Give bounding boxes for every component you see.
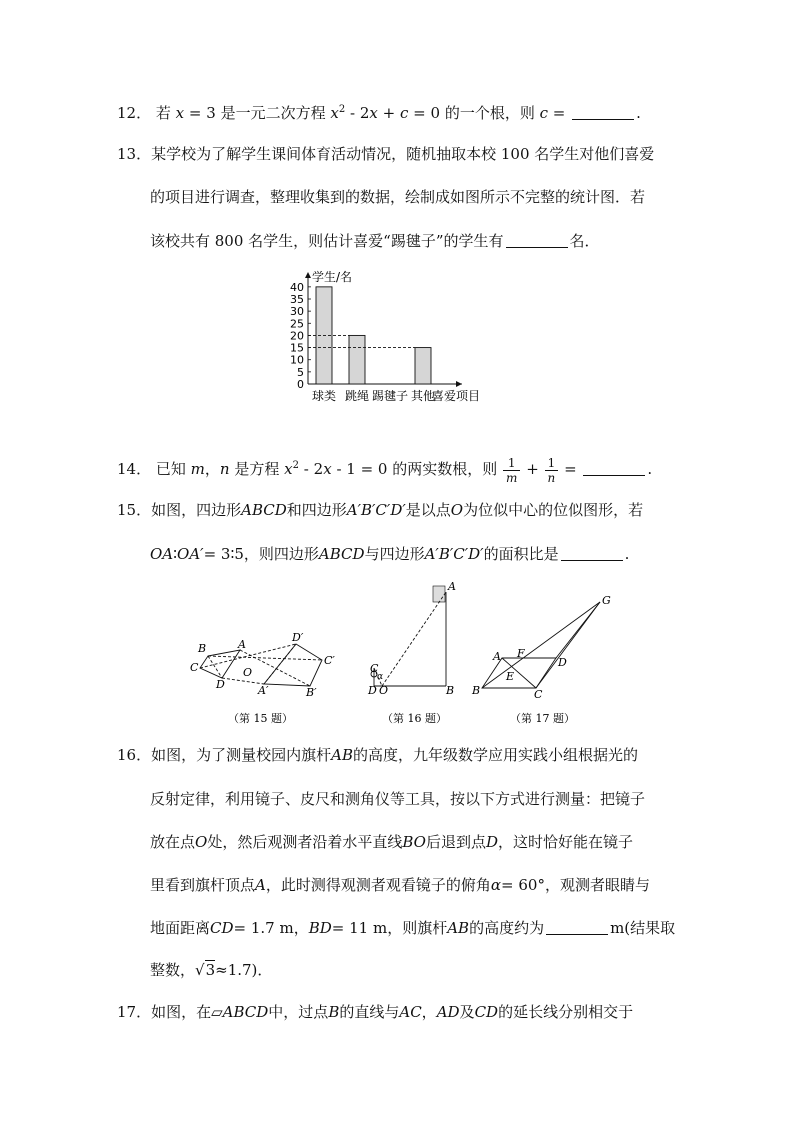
y-tick-label: 15 (290, 341, 304, 355)
answer-blank (506, 232, 568, 248)
chart-layer (290, 269, 480, 403)
answer-blank (583, 460, 645, 476)
y-axis-arrow (305, 272, 311, 278)
label-c: C (534, 688, 543, 701)
y-tick-label: 30 (290, 305, 304, 319)
q15-number: 15． (117, 501, 152, 519)
category-label: 跳绳 (344, 389, 370, 403)
q16-number: 16． (117, 746, 152, 764)
figure-17 (470, 590, 620, 728)
y-axis-title: 学生/名 (312, 270, 353, 284)
q16-line-1: 16．如图，为了测量校园内旗杆AB的高度，九年级数学应用实践小组根据光的 (117, 746, 638, 764)
parallelogram-symbol: ▱ (211, 1003, 223, 1021)
category-label: 球类 (311, 389, 337, 403)
q13-number: 13． (117, 145, 152, 163)
q12-number: 12． (117, 104, 152, 122)
sqrt-symbol: √ (195, 961, 205, 979)
label-b: B (198, 642, 207, 655)
label-e: E (506, 670, 515, 683)
q17-number: 17． (117, 1003, 152, 1021)
label-a: A (493, 650, 501, 663)
quad-abcd-prime (264, 644, 322, 686)
label-f: F (517, 647, 525, 660)
answer-blank (546, 919, 608, 935)
label-d-prime: D′ (292, 631, 304, 644)
q13-line-1: 13．某学校为了解学生课间体育活动情况，随机抽取本校 100 名学生对他们喜爱 (117, 145, 655, 163)
q16-line-5: 地面距离CD= 1.7 m，BD= 11 m，则旗杆AB的高度约为 m(结果取 (150, 919, 676, 937)
label-o: O (379, 684, 389, 697)
caption-15: （第 15 题） (228, 712, 293, 725)
y-tick-label: 25 (290, 317, 304, 331)
x-axis-arrow (456, 381, 462, 387)
caption-17: （第 17 题） (510, 712, 575, 725)
flag-icon (433, 586, 445, 602)
q13-line-2: 的项目进行调查，整理收集到的数据，绘制成如图所示不完整的统计图．若 (150, 188, 646, 206)
q13-line-3: 该校共有 800 名学生，则估计喜爱“踢毽子”的学生有 名． (150, 232, 600, 250)
label-c: C (190, 661, 199, 674)
y-tick-label: 40 (290, 280, 304, 294)
label-a: A (238, 638, 246, 651)
label-b: B (446, 684, 455, 697)
q16-line-6: 整数，√3≈1.7)． (150, 961, 273, 979)
label-a-prime: A′ (258, 684, 269, 697)
x-axis-title: 喜爱项目 (432, 389, 481, 403)
cd-extension (536, 602, 600, 688)
category-label: 踢毽子 (371, 389, 409, 403)
label-o: O (243, 666, 253, 679)
q17-line-1: 17．如图，在▱ABCD中，过点B的直线与AC，AD及CD的延长线分别相交于 (117, 1003, 634, 1021)
answer-blank (561, 545, 623, 561)
label-c-prime: C′ (324, 654, 335, 667)
q16-line-3: 放在点O处，然后观测者沿着水平直线BO后退到点D，这时恰好能在镜子 (150, 833, 634, 851)
figure-16 (360, 578, 470, 728)
q14-line: 14． 已知 m，n 是方程 $x^2 - 2x - 1 = 0$ 的两实数根，则 $\frac{1}{m}$ + $\frac{1}{n}$ = . (117, 455, 653, 485)
label-alpha: α (377, 672, 384, 682)
label-g: G (602, 594, 611, 607)
fraction-1-over-n: $\frac{1}{n}$ (545, 456, 559, 485)
figure-15 (180, 628, 360, 728)
label-d: D (558, 656, 567, 669)
y-tick-label: 0 (297, 378, 304, 391)
bar-chart (280, 268, 520, 410)
label-b: B (472, 684, 481, 697)
y-tick-label: 5 (297, 365, 304, 379)
q16-line-2: 反射定律，利用镜子、皮尺和测角仪等工具，按以下方式进行测量：把镜子 (150, 790, 646, 808)
q14-number: 14． (117, 460, 152, 478)
label-b-prime: B′ (306, 686, 317, 699)
q15-line-1: 15．如图，四边形ABCD和四边形A′B′C′D′是以点O为位似中心的位似图形，若 (117, 501, 644, 519)
answer-blank (572, 104, 634, 120)
q12-line: 12． 若 x = 3 是一元二次方程 $x^2 - 2x + c = 0$ 的一个根，则 c = . (117, 104, 641, 122)
y-tick-label: 20 (290, 329, 304, 343)
y-tick-label: 35 (290, 293, 304, 306)
bar-跳绳 (349, 335, 365, 384)
q15-line-2: OA∶OA′= 3∶5，则四边形ABCD与四边形A′B′C′D′的面积比是 . (150, 545, 630, 563)
caption-16: （第 16 题） (382, 712, 447, 725)
category-label: 其他 (410, 389, 436, 403)
line-bg (482, 602, 600, 688)
y-tick-label: 10 (290, 353, 304, 367)
label-c: C (370, 662, 379, 675)
label-d: D (368, 684, 377, 697)
fraction-1-over-m: $\frac{1}{m}$ (503, 456, 520, 485)
label-d: D (216, 678, 225, 691)
label-a: A (448, 580, 456, 593)
bar-其他 (415, 348, 431, 384)
q16-line-4: 里看到旗杆顶点A，此时测得观测者观看镜子的俯角α= 60°，观测者眼睛与 (150, 876, 650, 894)
